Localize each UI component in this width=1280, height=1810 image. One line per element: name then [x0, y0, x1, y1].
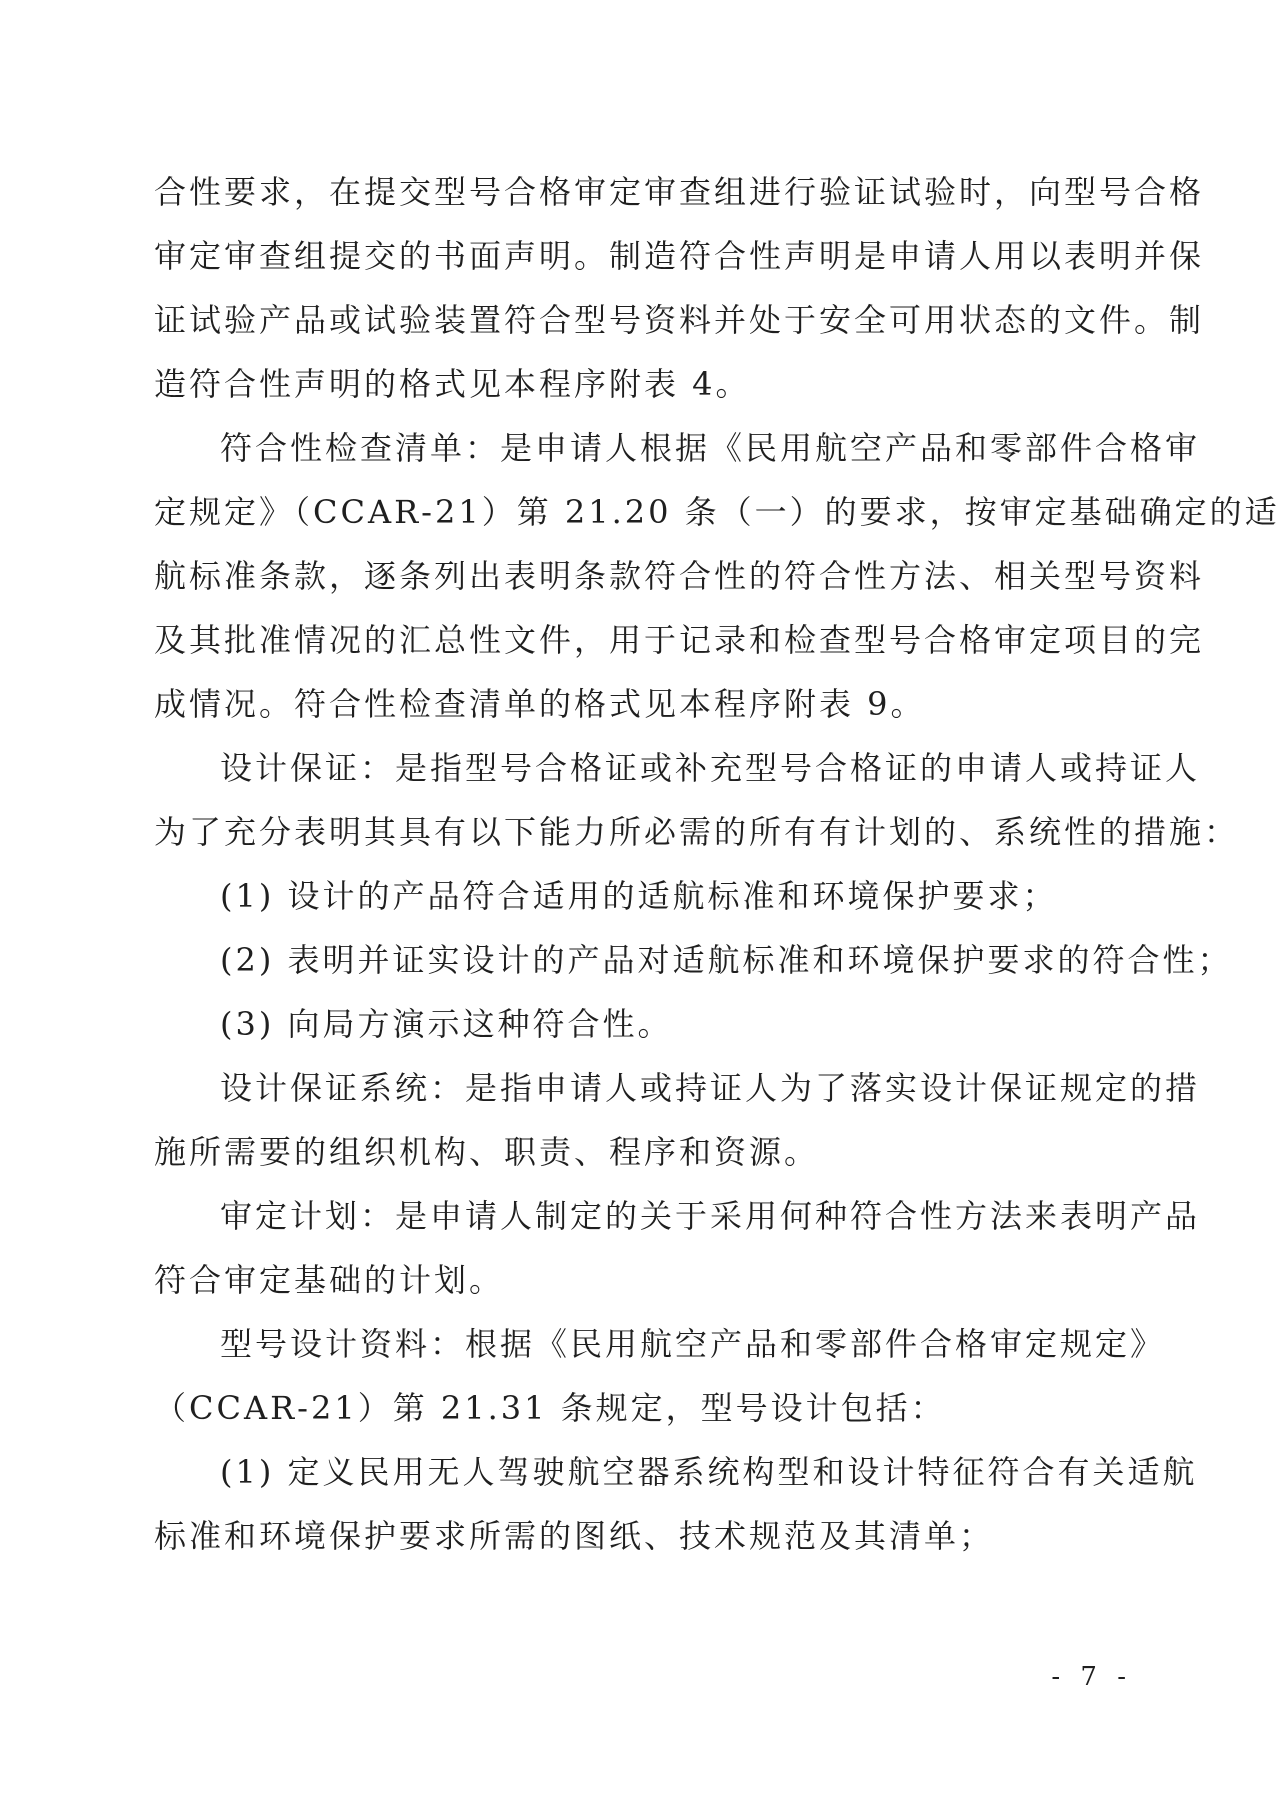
text-line: 审定计划：是申请人制定的关于采用何种符合性方法来表明产品 [220, 1197, 1201, 1235]
text-line: （CCAR-21）第 21.31 条规定，型号设计包括： [154, 1389, 946, 1427]
page-number: - 7 - [1051, 1662, 1132, 1692]
text-line: 成情况。符合性检查清单的格式见本程序附表 9。 [154, 685, 926, 723]
text-line: (3) 向局方演示这种符合性。 [220, 1005, 673, 1043]
text-line: 设计保证：是指型号合格证或补充型号合格证的申请人或持证人 [220, 749, 1201, 787]
text-line: 审定审查组提交的书面声明。制造符合性声明是申请人用以表明并保 [154, 237, 1205, 275]
text-line: 标准和环境保护要求所需的图纸、技术规范及其清单； [154, 1517, 995, 1555]
body-text [154, 160, 1280, 1568]
text-line: (1) 设计的产品符合适用的适航标准和环境保护要求； [220, 877, 1058, 915]
text-line: (1) 定义民用无人驾驶航空器系统构型和设计特征符合有关适航 [220, 1453, 1198, 1491]
text-line: 航标准条款，逐条列出表明条款符合性的符合性方法、相关型号资料 [154, 557, 1205, 595]
text-line: 符合性检查清单：是申请人根据《民用航空产品和零部件合格审 [220, 429, 1201, 467]
text-line: 造符合性声明的格式见本程序附表 4。 [154, 365, 751, 403]
text-line: 及其批准情况的汇总性文件，用于记录和检查型号合格审定项目的完 [154, 621, 1205, 659]
text-line: 定规定》（CCAR-21）第 21.20 条（一）的要求，按审定基础确定的适 [154, 493, 1280, 531]
text-line: 设计保证系统：是指申请人或持证人为了落实设计保证规定的措 [220, 1069, 1201, 1107]
text-line: (2) 表明并证实设计的产品对适航标准和环境保护要求的符合性； [220, 941, 1233, 979]
text-line: 为了充分表明其具有以下能力所必需的所有有计划的、系统性的措施： [154, 813, 1240, 851]
text-line: 型号设计资料：根据《民用航空产品和零部件合格审定规定》 [220, 1325, 1166, 1363]
text-line: 合性要求，在提交型号合格审定审查组进行验证试验时，向型号合格 [154, 173, 1205, 211]
text-line: 证试验产品或试验装置符合型号资料并处于安全可用状态的文件。制 [154, 301, 1205, 339]
text-line: 施所需要的组织机构、职责、程序和资源。 [154, 1133, 820, 1171]
text-line: 符合审定基础的计划。 [154, 1261, 505, 1299]
